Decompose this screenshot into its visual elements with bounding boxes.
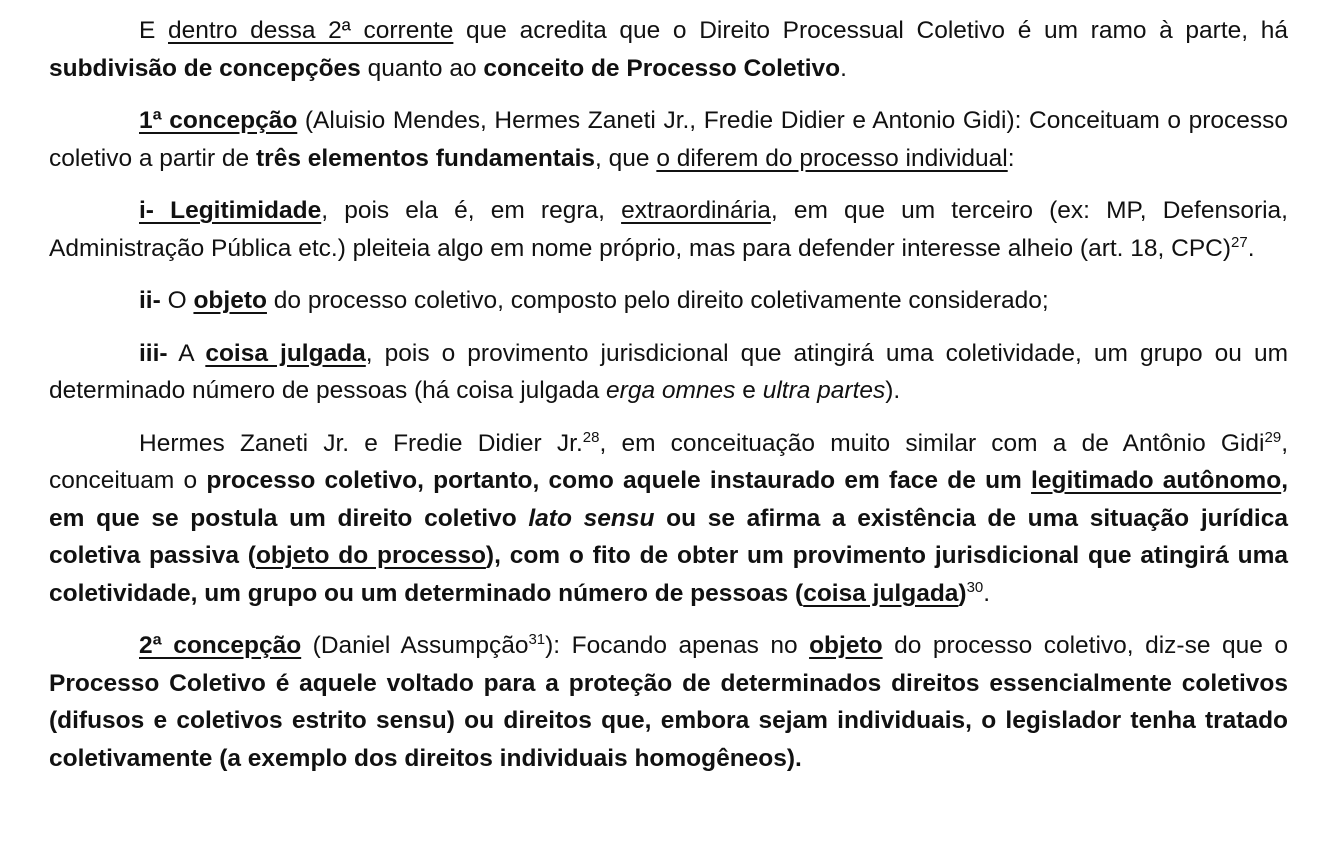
footnote-reference: 27 bbox=[1231, 233, 1248, 251]
text-run: , pois ela é, em regra, bbox=[321, 197, 622, 224]
text-run: conceito de Processo Coletivo bbox=[483, 54, 841, 82]
footnote-reference: 30 bbox=[966, 578, 984, 596]
text-run: Hermes Zaneti Jr. e Fredie Didier Jr. bbox=[139, 429, 583, 457]
text-run: processo coletivo, portanto, como aquele instaurado em face de um bbox=[206, 467, 1032, 494]
text-run: o diferem do processo individual bbox=[656, 144, 1008, 172]
text-run: . bbox=[1247, 234, 1255, 262]
text-run: (Daniel Assumpção bbox=[301, 632, 529, 659]
text-run: ou se afirma a existência de uma situação jurídica coletiva passiva ( bbox=[49, 504, 1288, 569]
text-run: A bbox=[167, 339, 206, 367]
text-run: , em conceituação muito similar com a de Antônio Gidi bbox=[599, 429, 1265, 457]
text-run: e bbox=[735, 377, 763, 404]
text-run: legitimado autônomo bbox=[1031, 467, 1282, 494]
text-run: do processo coletivo, composto pelo direito coletivamente considerado; bbox=[266, 287, 1049, 314]
paragraph-concepcao-2 bbox=[49, 627, 1288, 777]
text-run: ), com o fito de obter um provimento jurisdicional que atingirá uma coletividade, um grupo ou um determinado número de pessoas ( bbox=[49, 542, 1288, 607]
text-run: . bbox=[983, 579, 991, 607]
paragraph-item-iii-coisa-julgada bbox=[49, 335, 1288, 410]
paragraph-zaneti-didier bbox=[49, 425, 1288, 613]
text-run: subdivisão de concepções bbox=[49, 54, 361, 82]
text-run: : bbox=[1007, 144, 1015, 172]
text-run: ii- bbox=[139, 287, 161, 314]
text-run: lato sensu bbox=[528, 504, 655, 532]
paragraph-item-ii-objeto bbox=[49, 282, 1288, 320]
text-run: Processo Coletivo é aquele voltado para a proteção de determinados direitos essencialmente coletivos (difusos e coletivos estrito sensu) ou direitos que, embora sejam individuais, o legislador tenha tratado coletivamente (a exemplo dos direitos individuais homogêneos). bbox=[49, 669, 1288, 772]
text-run: , que bbox=[595, 144, 657, 172]
text-run: ) bbox=[958, 579, 967, 607]
footnote-reference: 31 bbox=[528, 631, 546, 648]
text-run: , em que um terceiro (ex: MP, Defensoria, Administração Pública etc.) pleiteia algo em nome próprio, mas para defender interesse alheio (art. 18, CPC) bbox=[49, 197, 1288, 262]
footnote-reference: 28 bbox=[582, 428, 600, 446]
text-run: três elementos fundamentais bbox=[256, 144, 596, 172]
text-run: 2ª concepção bbox=[139, 632, 302, 659]
text-run: objeto bbox=[809, 632, 883, 659]
text-run: dentro dessa 2ª corrente bbox=[168, 17, 454, 44]
text-run: i- Legitimidade bbox=[139, 197, 322, 224]
text-run: iii- bbox=[139, 339, 168, 367]
text-run: O bbox=[160, 287, 194, 314]
text-run: , pois o provimento jurisdicional que atingirá uma coletividade, um grupo ou um determinado número de pessoas (há coisa julgada bbox=[49, 339, 1288, 404]
text-run: extraordinária bbox=[621, 197, 771, 224]
text-run: objeto do processo bbox=[255, 542, 486, 569]
text-run: , conceituam o bbox=[49, 429, 1289, 494]
text-run: do processo coletivo, diz-se que o bbox=[882, 632, 1288, 659]
text-run: ). bbox=[885, 377, 901, 404]
text-run: que acredita que o Direito Processual Coletivo é um ramo à parte, há bbox=[453, 17, 1288, 44]
text-run: ultra partes bbox=[762, 377, 886, 404]
paragraph-concepcao-1 bbox=[49, 102, 1288, 177]
text-run: E bbox=[139, 17, 168, 44]
text-run: coisa julgada bbox=[803, 579, 959, 607]
text-run: , em que se postula um direito coletivo bbox=[49, 467, 1288, 532]
paragraph-item-i-legitimidade bbox=[49, 192, 1288, 267]
text-run: (Aluisio Mendes, Hermes Zaneti Jr., Fredie Didier e Antonio Gidi): Conceituam o processo coletivo a partir de bbox=[49, 107, 1289, 172]
text-run: coisa julgada bbox=[205, 339, 366, 367]
paragraph-intro bbox=[49, 12, 1288, 87]
text-run: quanto ao bbox=[360, 54, 484, 82]
text-run: erga omnes bbox=[606, 377, 736, 404]
text-run: objeto bbox=[193, 287, 267, 314]
text-run: ): Focando apenas no bbox=[545, 632, 810, 659]
text-run: 1ª concepção bbox=[139, 107, 298, 134]
text-run: . bbox=[840, 54, 847, 82]
footnote-reference: 29 bbox=[1264, 428, 1282, 446]
